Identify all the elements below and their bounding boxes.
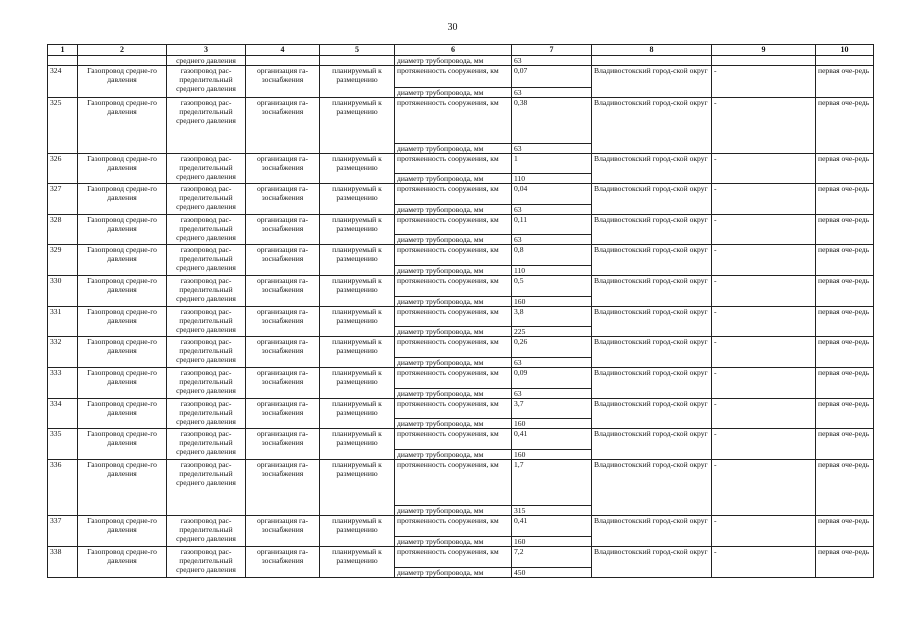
diameter-value: 110 (512, 174, 592, 184)
row-number: 334 (48, 399, 78, 429)
row-number: 335 (48, 429, 78, 460)
implementation-stage: первая оче-редь (816, 399, 874, 429)
carry-over-location (592, 56, 712, 66)
implementation-stage: первая оче-редь (816, 368, 874, 399)
object-kind-line: среднего давления (176, 447, 236, 456)
page-number: 30 (447, 22, 458, 33)
column-header-6: 6 (395, 45, 512, 56)
row-number: 328 (48, 215, 78, 245)
implementation-stage: первая оче-редь (816, 66, 874, 98)
object-kind-line: пределительный (179, 525, 233, 534)
length-label: протяженность сооружения, км (395, 66, 512, 88)
object-location: Владивостокский город-ской округ (592, 184, 712, 215)
column-9-value: - (712, 399, 816, 429)
object-kind-line: среднего давления (176, 478, 236, 487)
object-kind-line: газопровод рас- (180, 399, 232, 408)
length-label: протяженность сооружения, км (395, 460, 512, 506)
diameter-label: диаметр трубопровода, мм (395, 327, 512, 337)
carry-over-stage (816, 56, 874, 66)
table-row (48, 215, 874, 235)
object-location: Владивостокский город-ской округ (592, 276, 712, 307)
diameter-label: диаметр трубопровода, мм (395, 358, 512, 368)
implementation-stage: первая оче-редь (816, 154, 874, 184)
table-row (48, 547, 874, 568)
column-9-value: - (712, 307, 816, 337)
diameter-value: 63 (512, 235, 592, 245)
carry-over-name (78, 56, 167, 66)
length-label: протяженность сооружения, км (395, 547, 512, 568)
length-label: протяженность сооружения, км (395, 245, 512, 266)
column-header-2: 2 (78, 45, 167, 56)
object-status: планируемый к размещению (320, 184, 395, 215)
length-label: протяженность сооружения, км (395, 516, 512, 537)
diameter-value: 63 (512, 88, 592, 98)
object-kind-line: газопровод рас- (180, 98, 232, 107)
object-kind-line: среднего давления (176, 233, 236, 242)
column-9-value: - (712, 429, 816, 460)
object-purpose: организация га-зоснабжения (246, 547, 320, 578)
object-kind (167, 368, 246, 399)
object-name: Газопровод средне-го давления (78, 276, 167, 307)
length-label: протяженность сооружения, км (395, 154, 512, 174)
header-row (48, 45, 874, 56)
diameter-label: диаметр трубопровода, мм (395, 568, 512, 578)
object-kind-line: газопровод рас- (180, 245, 232, 254)
column-header-1: 1 (48, 45, 78, 56)
diameter-label: диаметр трубопровода, мм (395, 419, 512, 429)
table-row (48, 98, 874, 144)
column-header-10: 10 (816, 45, 874, 56)
length-value: 1 (512, 154, 592, 174)
row-number: 337 (48, 516, 78, 547)
object-kind (167, 66, 246, 98)
object-purpose: организация га-зоснабжения (246, 368, 320, 399)
object-kind-line: пределительный (179, 107, 233, 116)
diameter-value: 63 (512, 144, 592, 154)
column-9-value: - (712, 215, 816, 245)
object-kind-line: газопровод рас- (180, 307, 232, 316)
implementation-stage: первая оче-редь (816, 245, 874, 276)
length-value: 0,8 (512, 245, 592, 266)
table-row (48, 399, 874, 419)
object-status: планируемый к размещению (320, 98, 395, 154)
column-9-value: - (712, 154, 816, 184)
implementation-stage: первая оче-редь (816, 276, 874, 307)
length-value: 3,7 (512, 399, 592, 419)
object-purpose: организация га-зоснабжения (246, 307, 320, 337)
diameter-label: диаметр трубопровода, мм (395, 389, 512, 399)
object-kind-line: газопровод рас- (180, 215, 232, 224)
object-purpose: организация га-зоснабжения (246, 399, 320, 429)
length-value: 1,7 (512, 460, 592, 506)
diameter-label: диаметр трубопровода, мм (395, 297, 512, 307)
object-kind-line: пределительный (179, 438, 233, 447)
length-value: 0,07 (512, 66, 592, 88)
table-row (48, 276, 874, 297)
object-name: Газопровод средне-го давления (78, 215, 167, 245)
object-kind-line: среднего давления (176, 202, 236, 211)
column-9-value: - (712, 98, 816, 154)
table-header (48, 45, 874, 56)
object-status: планируемый к размещению (320, 399, 395, 429)
table-row (48, 460, 874, 506)
diameter-label: диаметр трубопровода, мм (395, 144, 512, 154)
diameter-value: 63 (512, 389, 592, 399)
diameter-value: 450 (512, 568, 592, 578)
implementation-stage: первая оче-редь (816, 307, 874, 337)
implementation-stage: первая оче-редь (816, 547, 874, 578)
table-row (48, 368, 874, 389)
object-kind (167, 429, 246, 460)
table-row (48, 184, 874, 205)
object-kind-line: пределительный (179, 285, 233, 294)
length-value: 0,09 (512, 368, 592, 389)
object-name: Газопровод средне-го давления (78, 98, 167, 154)
object-kind (167, 516, 246, 547)
diameter-value: 63 (512, 358, 592, 368)
table-row (48, 516, 874, 537)
diameter-label: диаметр трубопровода, мм (395, 235, 512, 245)
object-purpose: организация га-зоснабжения (246, 460, 320, 516)
object-kind (167, 337, 246, 368)
object-purpose: организация га-зоснабжения (246, 184, 320, 215)
object-kind-line: среднего давления (176, 263, 236, 272)
object-purpose: организация га-зоснабжения (246, 337, 320, 368)
diameter-value: 315 (512, 506, 592, 516)
column-9-value: - (712, 516, 816, 547)
implementation-stage: первая оче-редь (816, 215, 874, 245)
object-kind-line: газопровод рас- (180, 154, 232, 163)
diameter-value: 160 (512, 537, 592, 547)
column-header-4: 4 (246, 45, 320, 56)
diameter-label: диаметр трубопровода, мм (395, 506, 512, 516)
length-label: протяженность сооружения, км (395, 215, 512, 235)
object-kind (167, 98, 246, 154)
object-status: планируемый к размещению (320, 215, 395, 245)
column-9-value: - (712, 460, 816, 516)
table-row (48, 245, 874, 266)
object-kind-line: пределительный (179, 163, 233, 172)
object-name: Газопровод средне-го давления (78, 399, 167, 429)
diameter-value: 110 (512, 266, 592, 276)
diameter-value: 160 (512, 419, 592, 429)
object-status: планируемый к размещению (320, 547, 395, 578)
column-header-9: 9 (712, 45, 816, 56)
object-name: Газопровод средне-го давления (78, 66, 167, 98)
object-location: Владивостокский город-ской округ (592, 429, 712, 460)
object-kind-line: среднего давления (176, 565, 236, 574)
length-label: протяженность сооружения, км (395, 429, 512, 450)
object-name: Газопровод средне-го давления (78, 184, 167, 215)
length-label: протяженность сооружения, км (395, 98, 512, 144)
column-header-7: 7 (512, 45, 592, 56)
object-kind-line: пределительный (179, 408, 233, 417)
column-header-3: 3 (167, 45, 246, 56)
diameter-label: диаметр трубопровода, мм (395, 537, 512, 547)
diameter-label: диаметр трубопровода, мм (395, 450, 512, 460)
row-number: 331 (48, 307, 78, 337)
object-name: Газопровод средне-го давления (78, 547, 167, 578)
diameter-label: диаметр трубопровода, мм (395, 205, 512, 215)
diameter-label: диаметр трубопровода, мм (395, 88, 512, 98)
object-name: Газопровод средне-го давления (78, 337, 167, 368)
object-kind-line: среднего давления (176, 84, 236, 93)
table-row (48, 307, 874, 327)
implementation-stage: первая оче-редь (816, 184, 874, 215)
object-status: планируемый к размещению (320, 460, 395, 516)
object-status: планируемый к размещению (320, 368, 395, 399)
length-value: 0,41 (512, 429, 592, 450)
object-status: планируемый к размещению (320, 307, 395, 337)
object-location: Владивостокский город-ской округ (592, 66, 712, 98)
object-location: Владивостокский город-ской округ (592, 368, 712, 399)
object-kind-line: газопровод рас- (180, 460, 232, 469)
object-kind (167, 184, 246, 215)
object-status: планируемый к размещению (320, 245, 395, 276)
object-kind-line: среднего давления (176, 386, 236, 395)
object-kind (167, 307, 246, 337)
table-body (48, 56, 874, 578)
column-9-value: - (712, 337, 816, 368)
column-9-value: - (712, 184, 816, 215)
implementation-stage: первая оче-редь (816, 516, 874, 547)
registry-table (47, 44, 874, 578)
object-kind-line: пределительный (179, 346, 233, 355)
length-label: протяженность сооружения, км (395, 276, 512, 297)
object-kind (167, 547, 246, 578)
object-kind-line: пределительный (179, 193, 233, 202)
object-purpose: организация га-зоснабжения (246, 215, 320, 245)
carry-over-kind: среднего давления (167, 56, 246, 66)
column-9-value: - (712, 245, 816, 276)
row-number: 336 (48, 460, 78, 516)
object-purpose: организация га-зоснабжения (246, 66, 320, 98)
carry-over-no (48, 56, 78, 66)
length-value: 7,2 (512, 547, 592, 568)
column-9-value: - (712, 368, 816, 399)
row-number: 325 (48, 98, 78, 154)
carry-over-metric: диаметр трубопровода, мм (395, 56, 512, 66)
object-status: планируемый к размещению (320, 516, 395, 547)
object-kind-line: пределительный (179, 377, 233, 386)
object-location: Владивостокский город-ской округ (592, 460, 712, 516)
carry-over-row (48, 56, 874, 66)
object-purpose: организация га-зоснабжения (246, 276, 320, 307)
object-purpose: организация га-зоснабжения (246, 245, 320, 276)
object-kind-line: пределительный (179, 75, 233, 84)
object-kind-line: газопровод рас- (180, 429, 232, 438)
column-9-value: - (712, 276, 816, 307)
length-value: 0,26 (512, 337, 592, 358)
object-location: Владивостокский город-ской округ (592, 547, 712, 578)
object-purpose: организация га-зоснабжения (246, 98, 320, 154)
diameter-label: диаметр трубопровода, мм (395, 174, 512, 184)
object-location: Владивостокский город-ской округ (592, 337, 712, 368)
column-9-value: - (712, 66, 816, 98)
object-status: планируемый к размещению (320, 154, 395, 184)
object-location: Владивостокский город-ской округ (592, 154, 712, 184)
table-row (48, 66, 874, 88)
object-kind-line: газопровод рас- (180, 547, 232, 556)
object-kind (167, 460, 246, 516)
object-name: Газопровод средне-го давления (78, 516, 167, 547)
column-header-5: 5 (320, 45, 395, 56)
diameter-value: 160 (512, 450, 592, 460)
object-kind (167, 245, 246, 276)
table-row (48, 337, 874, 358)
row-number: 333 (48, 368, 78, 399)
length-label: протяженность сооружения, км (395, 307, 512, 327)
length-value: 0,04 (512, 184, 592, 205)
object-location: Владивостокский город-ской округ (592, 399, 712, 429)
row-number: 327 (48, 184, 78, 215)
length-label: протяженность сооружения, км (395, 399, 512, 419)
implementation-stage: первая оче-редь (816, 429, 874, 460)
object-kind-line: среднего давления (176, 116, 236, 125)
object-kind (167, 215, 246, 245)
diameter-label: диаметр трубопровода, мм (395, 266, 512, 276)
length-value: 3,8 (512, 307, 592, 327)
diameter-value: 225 (512, 327, 592, 337)
object-kind-line: газопровод рас- (180, 516, 232, 525)
row-number: 324 (48, 66, 78, 98)
table-row (48, 154, 874, 174)
length-value: 0,11 (512, 215, 592, 235)
object-kind-line: среднего давления (176, 534, 236, 543)
row-number: 338 (48, 547, 78, 578)
implementation-stage: первая оче-редь (816, 98, 874, 154)
length-value: 0,38 (512, 98, 592, 144)
row-number: 326 (48, 154, 78, 184)
object-kind-line: пределительный (179, 316, 233, 325)
object-name: Газопровод средне-го давления (78, 307, 167, 337)
column-9-value: - (712, 547, 816, 578)
object-status: планируемый к размещению (320, 337, 395, 368)
object-kind-line: пределительный (179, 556, 233, 565)
object-kind-line: пределительный (179, 469, 233, 478)
length-label: протяженность сооружения, км (395, 337, 512, 358)
row-number: 330 (48, 276, 78, 307)
object-kind (167, 399, 246, 429)
diameter-value: 63 (512, 205, 592, 215)
carry-over-col9 (712, 56, 816, 66)
object-kind-line: пределительный (179, 224, 233, 233)
object-kind (167, 154, 246, 184)
carry-over-purpose (246, 56, 320, 66)
object-status: планируемый к размещению (320, 276, 395, 307)
object-status: планируемый к размещению (320, 66, 395, 98)
length-label: протяженность сооружения, км (395, 184, 512, 205)
object-kind-line: среднего давления (176, 325, 236, 334)
carry-over-value: 63 (512, 56, 592, 66)
length-label: протяженность сооружения, км (395, 368, 512, 389)
implementation-stage: первая оче-редь (816, 460, 874, 516)
object-purpose: организация га-зоснабжения (246, 516, 320, 547)
object-kind-line: среднего давления (176, 417, 236, 426)
object-location: Владивостокский город-ской округ (592, 98, 712, 154)
object-kind-line: среднего давления (176, 355, 236, 364)
length-value: 0,41 (512, 516, 592, 537)
object-name: Газопровод средне-го давления (78, 154, 167, 184)
object-name: Газопровод средне-го давления (78, 245, 167, 276)
implementation-stage: первая оче-редь (816, 337, 874, 368)
object-purpose: организация га-зоснабжения (246, 429, 320, 460)
carry-over-status (320, 56, 395, 66)
column-header-8: 8 (592, 45, 712, 56)
object-kind (167, 276, 246, 307)
object-kind-line: газопровод рас- (180, 276, 232, 285)
object-name: Газопровод средне-го давления (78, 460, 167, 516)
object-kind-line: среднего давления (176, 294, 236, 303)
diameter-value: 160 (512, 297, 592, 307)
object-kind-line: газопровод рас- (180, 337, 232, 346)
object-kind-line: газопровод рас- (180, 368, 232, 377)
object-status: планируемый к размещению (320, 429, 395, 460)
object-name: Газопровод средне-го давления (78, 429, 167, 460)
object-location: Владивостокский город-ской округ (592, 307, 712, 337)
object-purpose: организация га-зоснабжения (246, 154, 320, 184)
object-location: Владивостокский город-ской округ (592, 516, 712, 547)
object-name: Газопровод средне-го давления (78, 368, 167, 399)
object-kind-line: пределительный (179, 254, 233, 263)
object-location: Владивостокский город-ской округ (592, 245, 712, 276)
object-kind-line: газопровод рас- (180, 184, 232, 193)
table-row (48, 429, 874, 450)
row-number: 332 (48, 337, 78, 368)
object-kind-line: среднего давления (176, 172, 236, 181)
object-location: Владивостокский город-ской округ (592, 215, 712, 245)
object-kind-line: газопровод рас- (180, 66, 232, 75)
row-number: 329 (48, 245, 78, 276)
length-value: 0,5 (512, 276, 592, 297)
